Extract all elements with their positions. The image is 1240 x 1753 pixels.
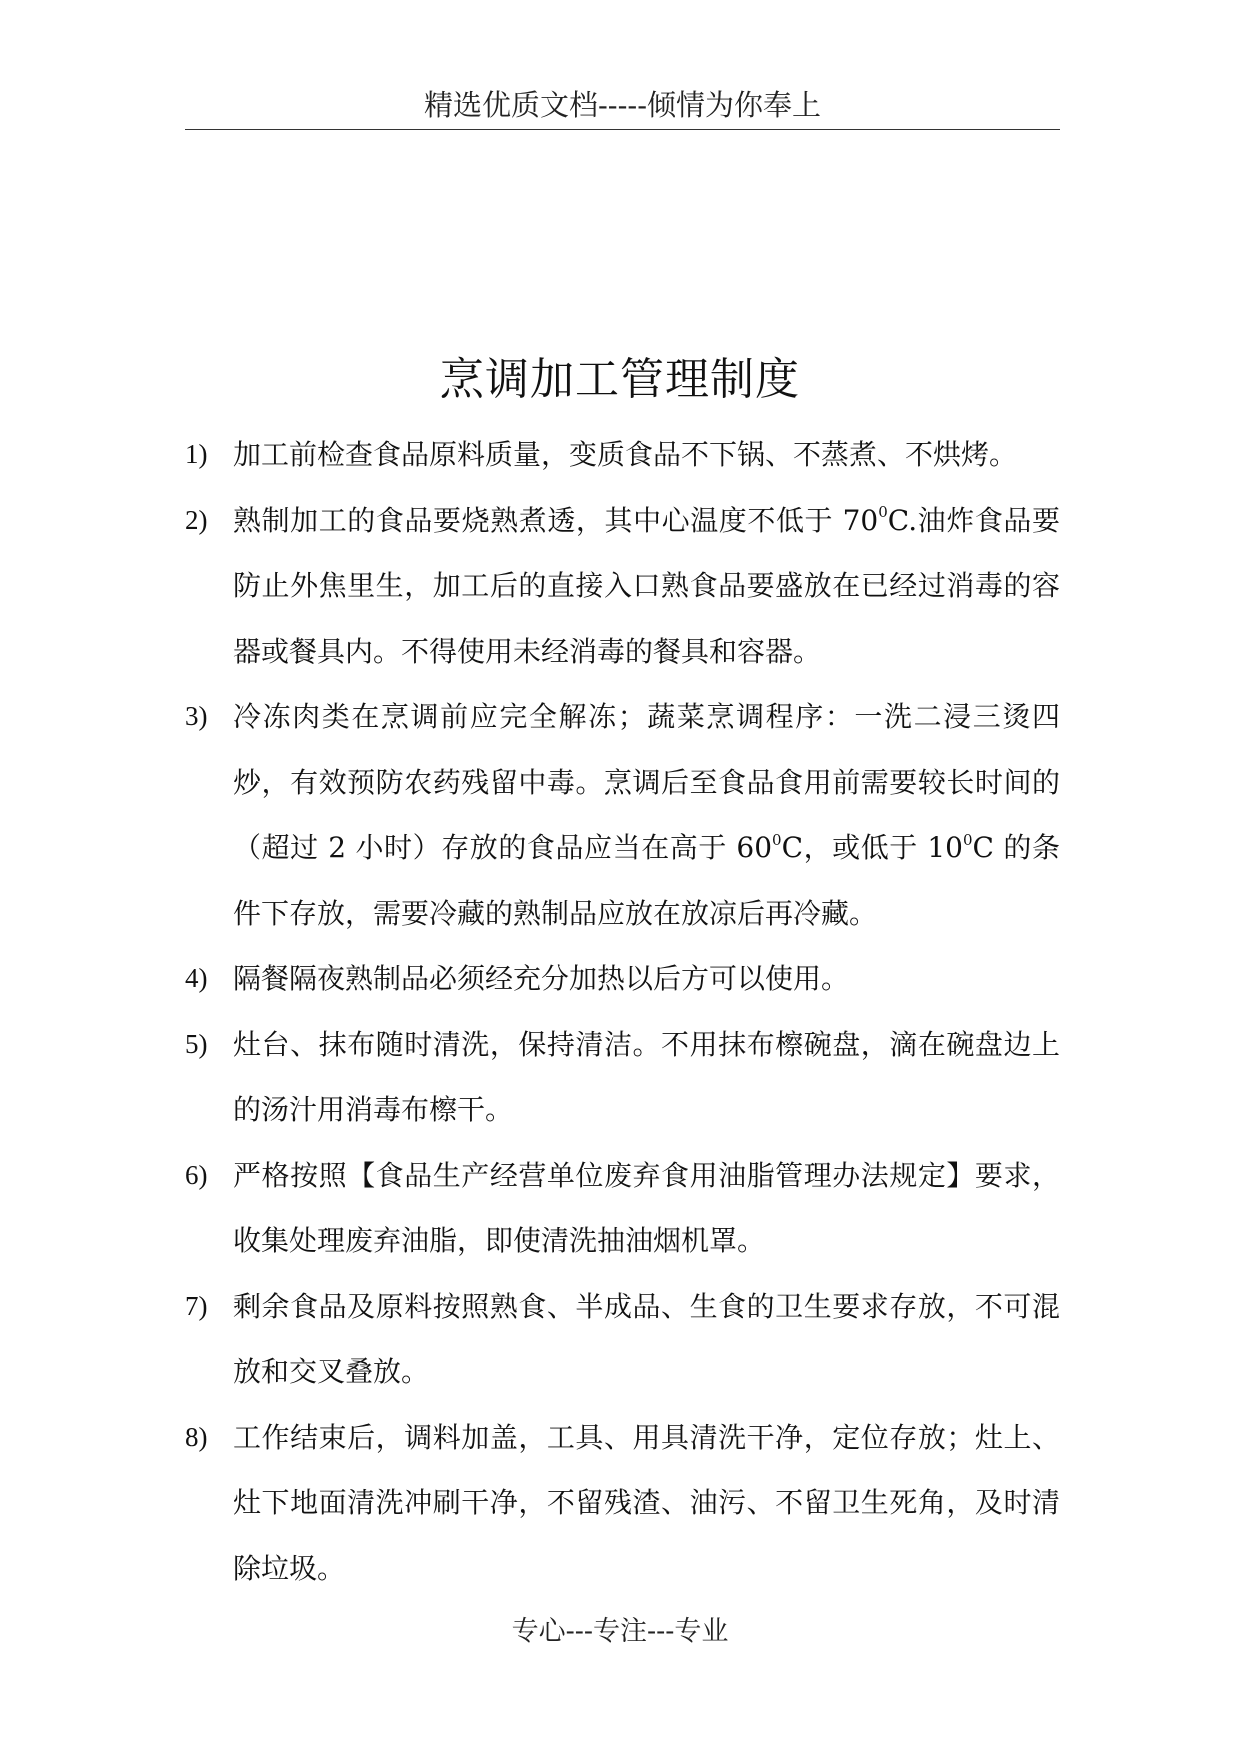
- degree-superscript: 0: [962, 830, 973, 849]
- page-header: 精选优质文档-----倾情为你奉上: [424, 88, 821, 122]
- document-title: 烹调加工管理制度: [440, 354, 800, 405]
- list-item-number: 3): [185, 701, 208, 731]
- list-item: [185, 1143, 1060, 1274]
- list-item-text: 冷冻肉类在烹调前应完全解冻；蔬菜烹调程序：一洗二浸三烫四炒，有效预防农药残留中毒。烹调后至食品食用前需要较长时间的（超过 2 小时）存放的食品应当在高于 $60^0C$，或低于 $10^0C$ 的条件下存放，需要冷藏的熟制品应放在放凉后再冷藏。: [233, 700, 1060, 930]
- list-item-text: 灶台、抹布随时清洗，保持清洁。不用抹布檫碗盘，滴在碗盘边上的汤汁用消毒布檫干。: [233, 1027, 1060, 1126]
- list-item-text: 熟制加工的食品要烧熟煮透，其中心温度不低于 $70^0C$.油炸食品要防止外焦里生，加工后的直接入口熟食品要盛放在已经过消毒的容器或餐具内。不得使用未经消毒的餐具和容器。: [233, 503, 1060, 668]
- list-item: [185, 1405, 1060, 1602]
- list-item-number: 2): [185, 504, 208, 535]
- list-item: [185, 946, 1060, 1012]
- list-item-text: 加工前检查食品原料质量，变质食品不下锅、不蒸煮、不烘烤。: [233, 438, 1018, 471]
- list-item: [185, 684, 1060, 946]
- list-item: [185, 1274, 1060, 1405]
- header-divider: [185, 129, 1060, 130]
- list-item-text: 工作结束后，调料加盖，工具、用具清洗干净，定位存放；灶上、灶下地面清洗冲刷干净，不留残渣、油污、不留卫生死角，及时清除垃圾。: [233, 1420, 1060, 1585]
- list-item-number: 8): [185, 1421, 208, 1452]
- list-item-number: 1): [185, 439, 208, 469]
- degree-superscript: 0: [878, 503, 888, 522]
- page-footer: 专心---专注---专业: [511, 1616, 729, 1647]
- list-item-number: 6): [185, 1159, 208, 1190]
- rules-list: [185, 422, 1060, 1601]
- degree-superscript: 0: [772, 830, 782, 849]
- list-item: [185, 1012, 1060, 1143]
- list-item-number: 7): [185, 1290, 208, 1321]
- list-item: [185, 488, 1060, 685]
- list-item-text: 隔餐隔夜熟制品必须经充分加热以后方可以使用。: [233, 962, 850, 995]
- list-item-text: 严格按照【食品生产经营单位废弃食用油脂管理办法规定】要求，收集处理废弃油脂，即使清洗抽油烟机罩。: [233, 1158, 1060, 1257]
- list-item: [185, 422, 1060, 488]
- list-item-text: 剩余食品及原料按照熟食、半成品、生食的卫生要求存放，不可混放和交叉叠放。: [233, 1289, 1060, 1388]
- list-item-number: 5): [185, 1028, 208, 1059]
- list-item-number: 4): [185, 963, 208, 993]
